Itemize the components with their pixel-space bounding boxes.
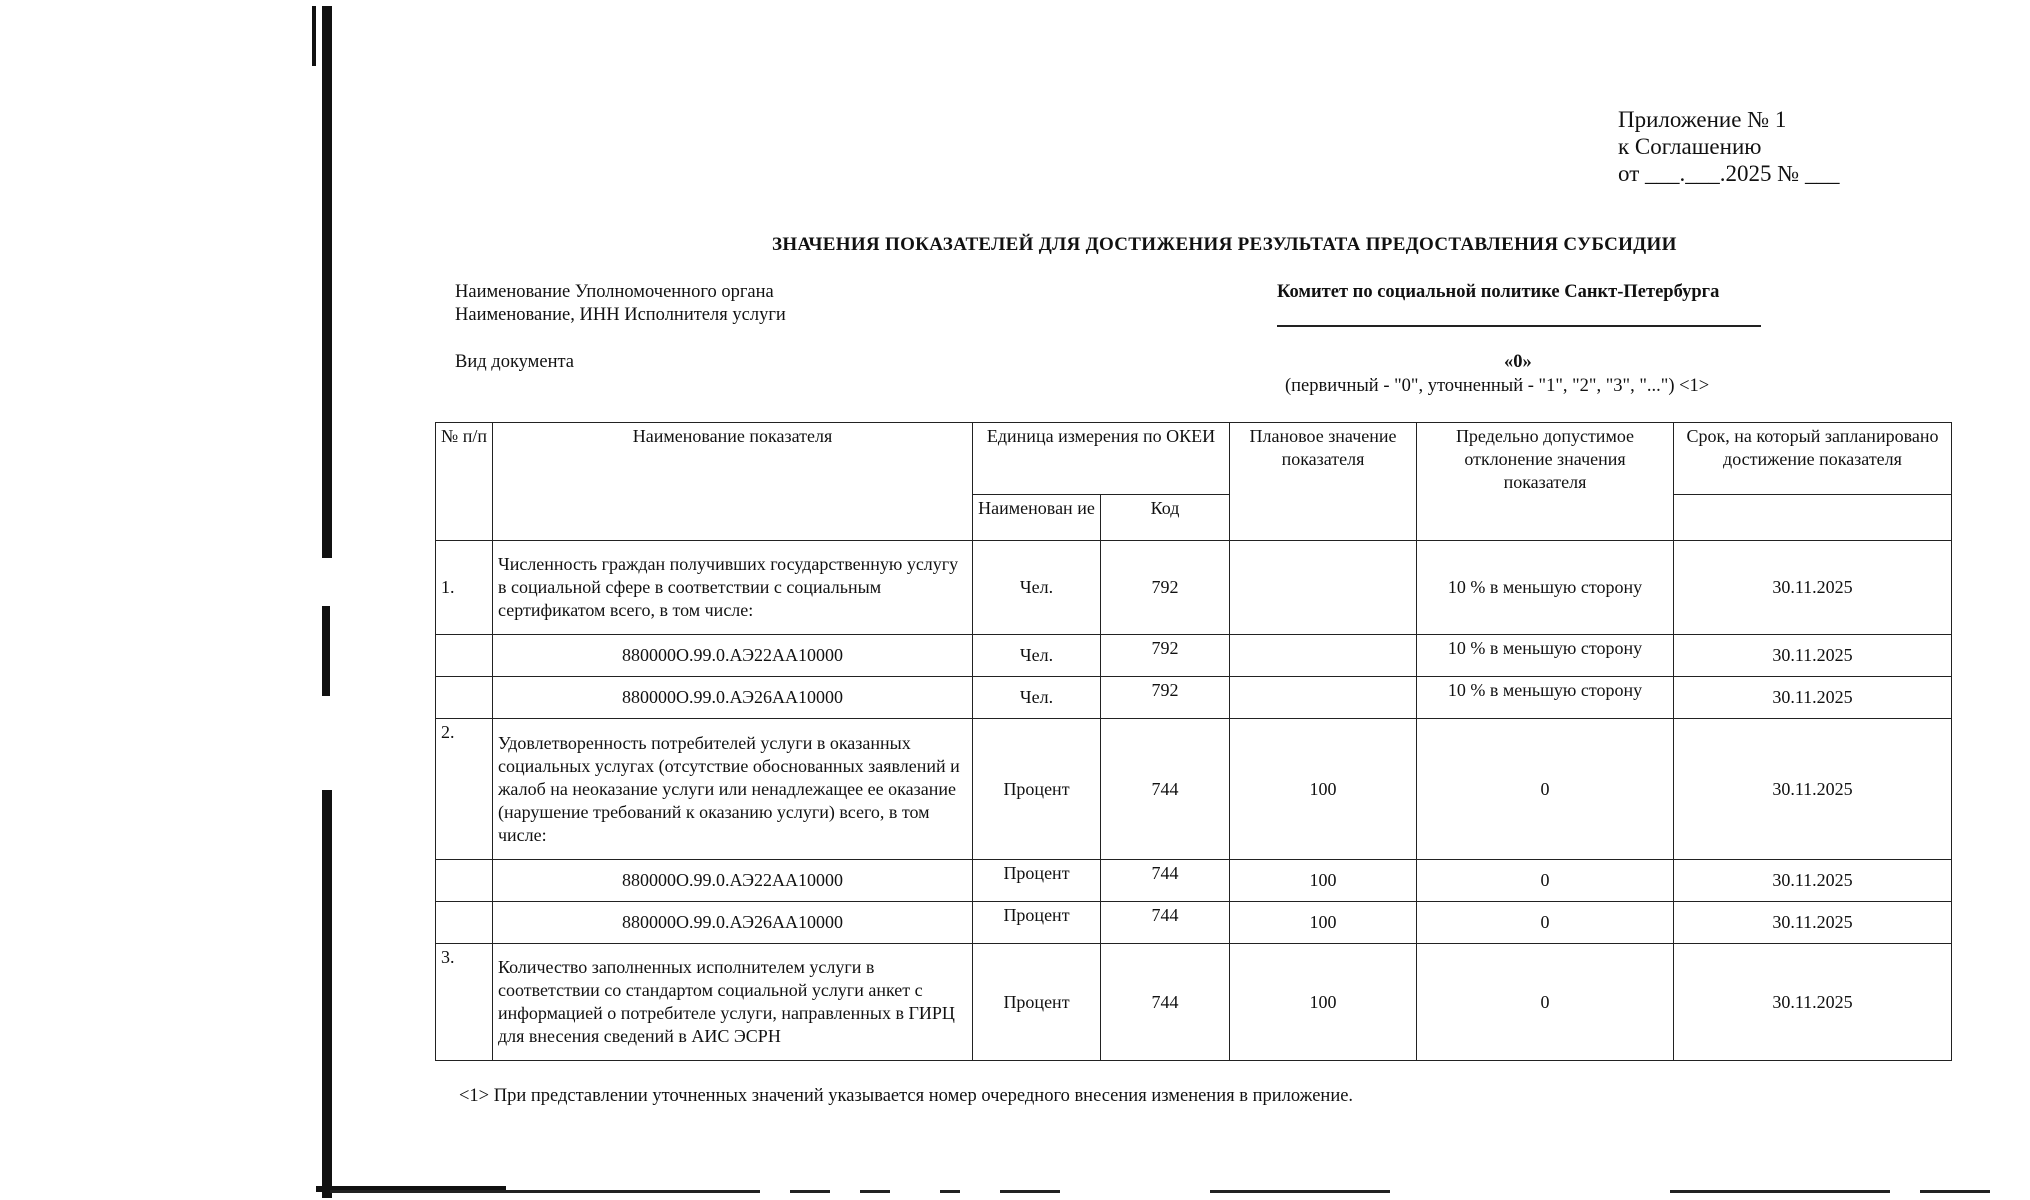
row-unit: Чел. [973,541,1101,635]
scan-edge-mark [322,6,332,558]
scan-edge-mark [940,1190,960,1193]
executor-underline [1277,325,1761,327]
scan-edge-mark [860,1190,890,1193]
scan-edge-mark [1210,1190,1390,1193]
row-deviation: 0 [1417,944,1674,1061]
authority-label: Наименование Уполномоченного органа [455,282,774,302]
scan-edge-mark [1000,1190,1060,1193]
row-deviation: 0 [1417,860,1674,902]
row-plan: 100 [1230,719,1417,860]
header-unit: Единица измерения по ОКЕИ [973,423,1230,495]
row-deadline: 30.11.2025 [1674,541,1952,635]
header-unit-code: Код [1101,495,1230,541]
authority-value: Комитет по социальной политике Санкт-Петербурга [1277,282,1720,302]
row-deviation: 10 % в меньшую сторону [1417,677,1674,719]
row-plan: 100 [1230,860,1417,902]
row-name: Численность граждан получивших государственную услугу в социальной сфере в соответствии с социальным сертификатом всего, в том числе: [493,541,973,635]
row-code: 744 [1101,902,1230,944]
row-plan [1230,677,1417,719]
scan-edge-mark [1920,1190,1990,1193]
row-deadline: 30.11.2025 [1674,902,1952,944]
row-num: 1. [436,541,493,635]
row-deviation: 10 % в меньшую сторону [1417,635,1674,677]
footnote: <1> При представлении уточненных значений указывается номер очередного внесения изменения в приложение. [459,1086,1354,1106]
table-row [436,860,1952,902]
document-title: ЗНАЧЕНИЯ ПОКАЗАТЕЛЕЙ ДЛЯ ДОСТИЖЕНИЯ РЕЗУЛЬТАТА ПРЕДОСТАВЛЕНИЯ СУБСИДИИ [772,234,1677,255]
row-num [436,635,493,677]
row-num: 2. [436,719,493,860]
row-name: 880000О.99.0.АЭ26АА10000 [493,677,973,719]
table-row [436,902,1952,944]
header-unit-name: Наименован ие [973,495,1101,541]
scan-edge-mark [312,6,316,66]
row-deadline: 30.11.2025 [1674,677,1952,719]
row-plan: 100 [1230,902,1417,944]
header-deadline: Срок, на который запланировано достижение показателя [1674,423,1952,495]
row-plan [1230,635,1417,677]
appendix-line-1: Приложение № 1 [1618,107,1787,132]
row-code: 792 [1101,635,1230,677]
row-deadline: 30.11.2025 [1674,860,1952,902]
row-name: 880000О.99.0.АЭ22АА10000 [493,635,973,677]
scan-edge-mark [330,1190,760,1193]
row-name: 880000О.99.0.АЭ22АА10000 [493,860,973,902]
appendix-line-2: к Соглашению [1618,134,1762,159]
row-num [436,677,493,719]
row-unit: Процент [973,944,1101,1061]
table-row [436,719,1952,860]
row-num [436,860,493,902]
scan-edge-mark [790,1190,830,1193]
header-plan: Плановое значение показателя [1230,423,1417,541]
row-code: 792 [1101,677,1230,719]
header-num: № п/п [436,423,493,541]
row-name: Количество заполненных исполнителем услуги в соответствии со стандартом социальной услуги анкет с информацией о потребителе услуги, направленных в ГИРЦ для внесения сведений в АИС ЭСРН [493,944,973,1061]
row-num [436,902,493,944]
doc-type-value: «0» [1504,352,1532,372]
executor-label: Наименование, ИНН Исполнителя услуги [455,305,786,325]
doc-type-label: Вид документа [455,352,575,372]
row-deadline: 30.11.2025 [1674,719,1952,860]
row-unit: Чел. [973,635,1101,677]
row-plan: 100 [1230,944,1417,1061]
header-deadline-blank [1674,495,1952,541]
row-deadline: 30.11.2025 [1674,635,1952,677]
doc-type-hint: (первичный - "0", уточненный - "1", "2", "3", "...") <1> [1285,376,1710,396]
row-unit: Чел. [973,677,1101,719]
row-code: 744 [1101,944,1230,1061]
table-row [436,677,1952,719]
appendix-line-3: от ___.___.2025 № ___ [1618,161,1840,186]
row-code: 744 [1101,719,1230,860]
row-code: 744 [1101,860,1230,902]
row-unit: Процент [973,719,1101,860]
header-deviation: Предельно допустимое отклонение значения показателя [1417,423,1674,541]
table-row [436,635,1952,677]
row-num: 3. [436,944,493,1061]
indicators-table [435,422,1952,1061]
row-name: Удовлетворенность потребителей услуги в оказанных социальных услугах (отсутствие обоснованных заявлений и жалоб на неоказание услуги или ненадлежащее ее оказание (нарушение требований к оказанию услуги) всего, в том числе: [493,719,973,860]
scan-edge-mark [322,606,330,696]
table-row [436,541,1952,635]
row-deviation: 0 [1417,719,1674,860]
row-unit: Процент [973,860,1101,902]
row-deviation: 0 [1417,902,1674,944]
scan-edge-mark [1670,1190,1890,1193]
row-plan [1230,541,1417,635]
table-row [436,944,1952,1061]
row-name: 880000О.99.0.АЭ26АА10000 [493,902,973,944]
row-code: 792 [1101,541,1230,635]
row-deadline: 30.11.2025 [1674,944,1952,1061]
header-name: Наименование показателя [493,423,973,541]
row-unit: Процент [973,902,1101,944]
scan-edge-mark [322,790,332,1198]
appendix-block [1618,106,1839,187]
row-deviation: 10 % в меньшую сторону [1417,541,1674,635]
